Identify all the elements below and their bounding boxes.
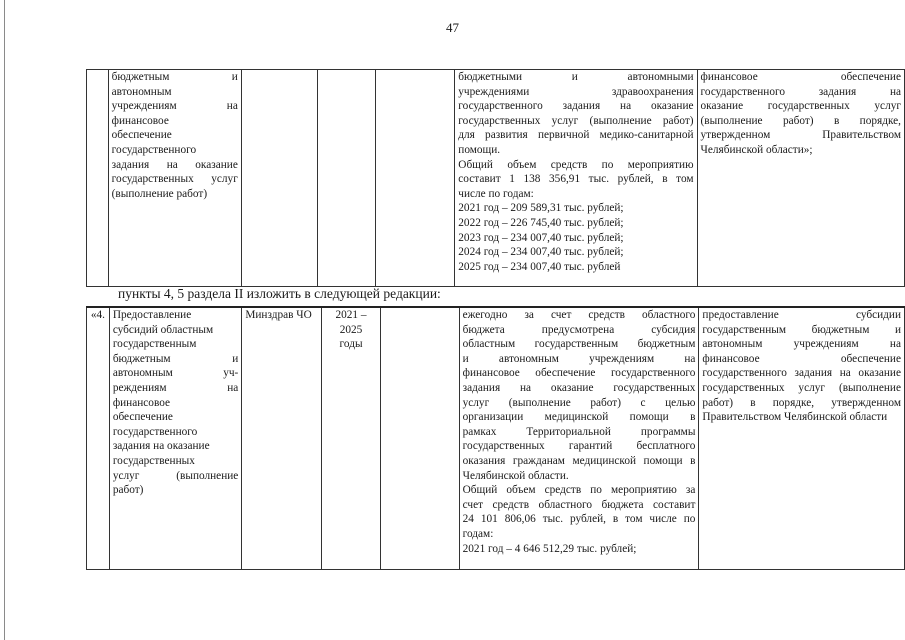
cell-description bbox=[455, 70, 697, 287]
text-line: организации медицинской помощи в bbox=[462, 411, 696, 424]
text-line: числе по годам: bbox=[458, 187, 534, 200]
text-line: рамках Территориальной программы bbox=[462, 425, 696, 438]
text-line: государственных bbox=[112, 454, 195, 467]
text-line: утвержденном Правительством bbox=[700, 129, 901, 142]
text-line: ежегодно за счет средств областного bbox=[462, 309, 696, 321]
text-line: 24 101 806,06 тыс. рублей, в том числе по bbox=[462, 513, 696, 526]
executor-text: Минздрав ЧО bbox=[245, 309, 312, 321]
text-line: государственного bbox=[112, 425, 198, 438]
text-line: задания на оказание bbox=[111, 158, 238, 171]
text-line: Общий объем средств по мероприятию bbox=[458, 158, 694, 171]
cell-empty bbox=[381, 307, 459, 569]
text-line: Челябинской области. bbox=[462, 469, 569, 482]
cell-result bbox=[697, 70, 904, 287]
text-line: автономным bbox=[111, 85, 172, 98]
page-number: 47 bbox=[446, 20, 459, 35]
text-line: оказание государственных услуг bbox=[700, 100, 901, 113]
text-line: государственных услуг bbox=[111, 173, 238, 186]
text-line: 2024 год – 234 007,40 тыс. рублей; bbox=[458, 246, 624, 259]
text-line: государственного bbox=[111, 143, 197, 156]
text-line: обеспечение bbox=[112, 411, 173, 424]
text-line: для развития первичной медико-санитарной bbox=[458, 129, 694, 142]
text-line: финансовое обеспечение государственного bbox=[462, 367, 696, 380]
cell-num bbox=[87, 307, 110, 569]
text-line: финансовое обеспечение bbox=[700, 71, 901, 83]
text-line: финансовое bbox=[111, 114, 169, 127]
text-line: Правительством Челябинской области bbox=[702, 411, 888, 424]
text-line: государственным бюджетным и bbox=[702, 323, 901, 336]
text-line: Общий объем средств по мероприятию за bbox=[462, 484, 696, 497]
text-line: финансовое bbox=[112, 396, 171, 409]
text-line: счет средств областного бюджета составит bbox=[462, 498, 696, 511]
text-line: учреждениями здравоохранения bbox=[458, 85, 694, 98]
table-continuation bbox=[86, 69, 905, 287]
text-line: автономным уч- bbox=[112, 367, 239, 380]
text-line: бюджетным и bbox=[111, 71, 238, 83]
text-line: работ) bbox=[112, 484, 144, 497]
text-line: задания на оказание государственных bbox=[462, 381, 696, 394]
text-line: оказания гражданам медицинской помощи в bbox=[462, 454, 696, 467]
text-line: учреждениям на bbox=[111, 100, 238, 113]
text-line: и автономным учреждениям на bbox=[462, 352, 696, 365]
text-line: финансовое обеспечение bbox=[702, 352, 901, 365]
text-line: государственного задания на bbox=[700, 85, 901, 98]
text-line: годы bbox=[339, 338, 363, 351]
text-line: составит 1 138 356,91 тыс. рублей, в том bbox=[458, 173, 694, 186]
text-line: реждениям на bbox=[112, 381, 239, 394]
text-line: 2025 год – 234 007,40 тыс. рублей bbox=[458, 260, 621, 273]
text-line: предоставление субсидии bbox=[702, 309, 901, 321]
text-line: 2021 год – 209 589,31 тыс. рублей; bbox=[458, 202, 624, 215]
text-line: бюджета предусмотрена субсидия bbox=[462, 323, 696, 336]
text-line: субсидий областным bbox=[112, 323, 214, 336]
text-line: бюджетным и bbox=[112, 352, 239, 365]
text-line: задания на оказание bbox=[112, 440, 210, 453]
cell-executor bbox=[241, 70, 317, 287]
text-line: 2022 год – 226 745,40 тыс. рублей; bbox=[458, 216, 624, 229]
text-line: государственного задания на оказание bbox=[702, 367, 901, 380]
text-line: 2023 год – 234 007,40 тыс. рублей; bbox=[458, 231, 624, 244]
text-line: 2025 bbox=[339, 323, 363, 336]
text-line: (выполнение работ) bbox=[111, 187, 208, 200]
item-number: «4. bbox=[90, 309, 105, 321]
cell-empty bbox=[375, 70, 454, 287]
text-line: помощи. bbox=[458, 143, 501, 156]
text-line: государственного задания на оказание bbox=[458, 100, 694, 113]
cell-description bbox=[459, 307, 699, 569]
text-line: государственным bbox=[112, 338, 197, 351]
cell-event-text bbox=[108, 70, 241, 287]
table-new-items bbox=[86, 306, 905, 570]
text-line: государственных услуг (выполнение bbox=[702, 381, 901, 394]
text-line: услуг (выполнение bbox=[112, 469, 239, 482]
cell-num bbox=[87, 70, 109, 287]
text-line: государственных услуг (выполнение работ) bbox=[458, 114, 694, 127]
cell-period bbox=[321, 307, 381, 569]
text-line: Предоставление bbox=[112, 309, 192, 321]
page-edge-rule bbox=[4, 0, 5, 640]
text-line: государственных гарантий бесплатного bbox=[462, 440, 696, 453]
text-line: (выполнение работ) в порядке, bbox=[700, 114, 901, 127]
cell-executor bbox=[242, 307, 321, 569]
text-line: услуг (выполнение работ) с целью bbox=[462, 396, 696, 409]
cell-result bbox=[699, 307, 905, 569]
text-line: бюджетными и автономными bbox=[458, 71, 694, 83]
text-line: 2021 – bbox=[335, 309, 367, 321]
text-line: Челябинской области»; bbox=[700, 143, 813, 156]
text-line: автономным учреждениям на bbox=[702, 338, 901, 351]
cell-period bbox=[317, 70, 375, 287]
text-line: обеспечение bbox=[111, 129, 172, 142]
text-line: работ) в порядке, утвержденном bbox=[702, 396, 901, 409]
cell-event-text bbox=[109, 307, 242, 569]
text-line: годам: bbox=[462, 527, 494, 540]
text-line: областным государственным бюджетным bbox=[462, 338, 696, 351]
text-line: 2021 год – 4 646 512,29 тыс. рублей; bbox=[462, 542, 637, 555]
amendment-note: пункты 4, 5 раздела II изложить в следующей редакции: bbox=[118, 286, 441, 301]
